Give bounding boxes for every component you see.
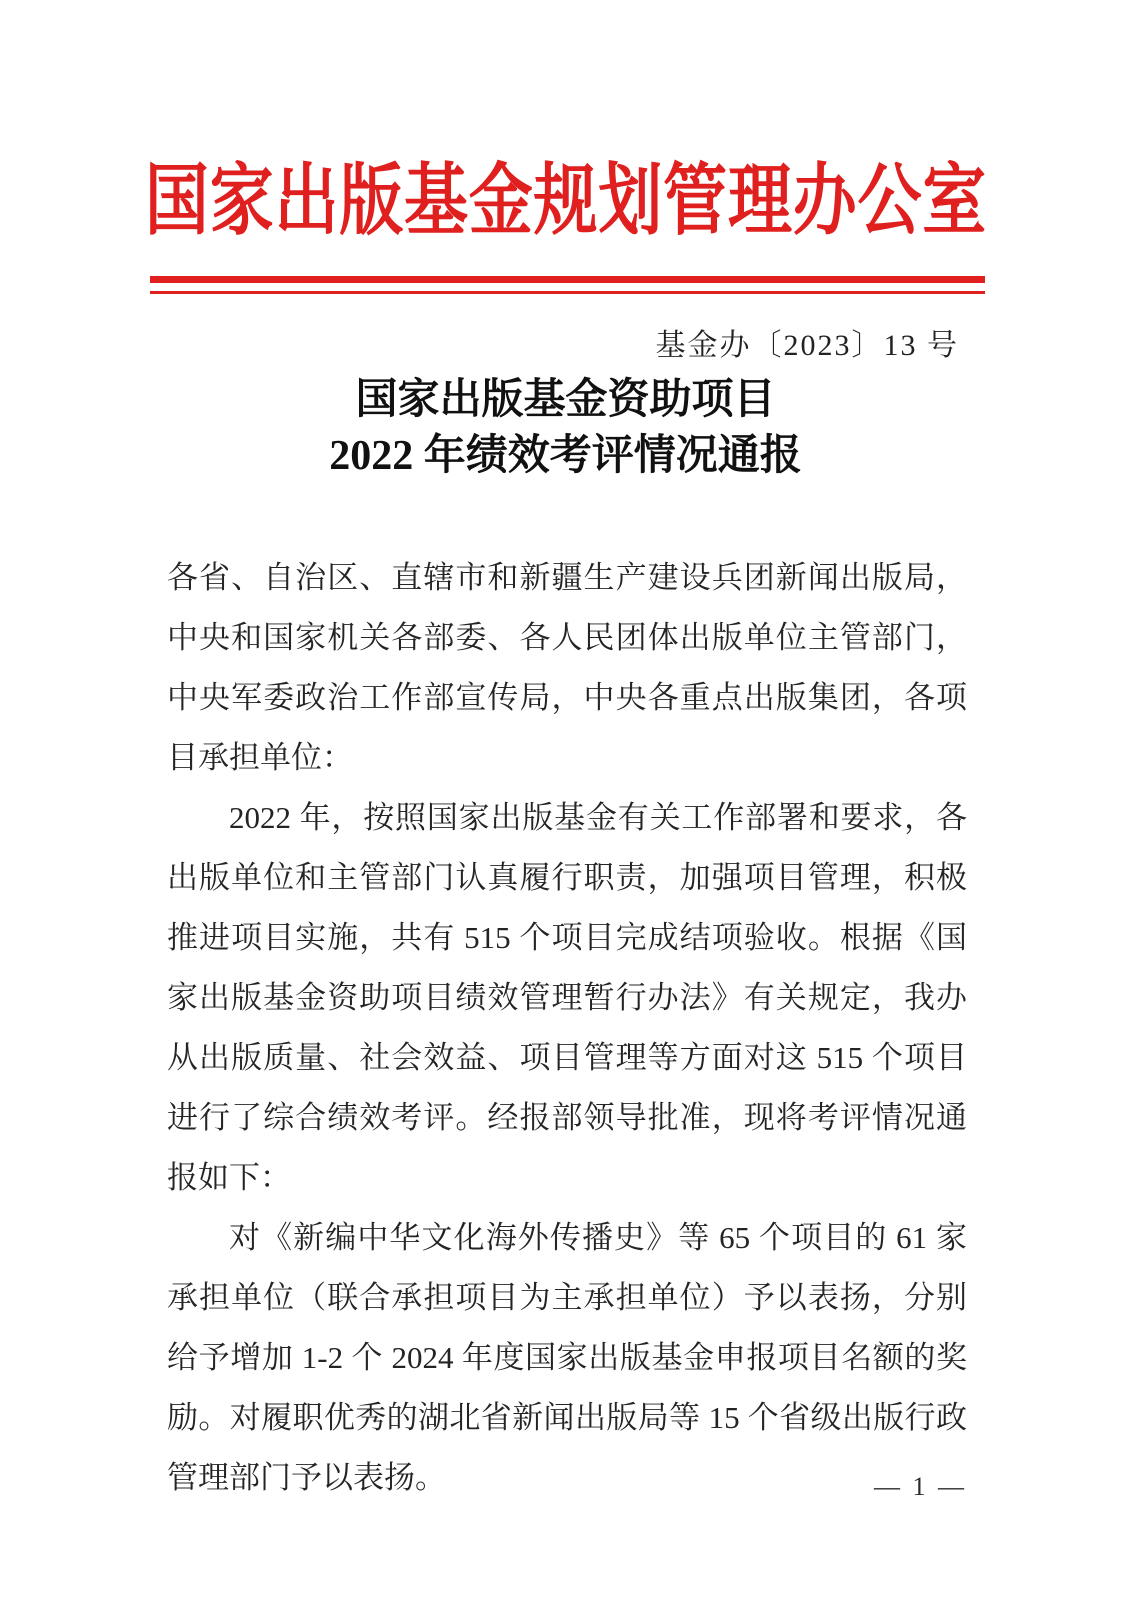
document-body [167, 548, 967, 1508]
document-title [0, 372, 1131, 484]
paragraph-salutation: 各省、自治区、直辖市和新疆生产建设兵团新闻出版局，中央和国家机关各部委、各人民团体出版单位主管部门，中央军委政治工作部宣传局，中央各重点出版集团，各项目承担单位： [167, 560, 967, 775]
paragraph-commendation: 对《新编中华文化海外传播史》等 65 个项目的 61 家承担单位（联合承担项目为主承担单位）予以表扬，分别给予增加 1-2 个 2024 年度国家出版基金申报项目名额的奖励。对履职优秀的湖北省新闻出版局等 15 个省级出版行政管理部门予以表扬。 [167, 1220, 967, 1495]
red-rule-thin [150, 291, 985, 294]
letterhead-title: 国家出版基金规划管理办公室 [144, 157, 987, 244]
paragraph-overview: 2022 年，按照国家出版基金有关工作部署和要求，各出版单位和主管部门认真履行职责，加强项目管理，积极推进项目实施，共有 515 个项目完成结项验收。根据《国家出版基金资助项目绩效管理暂行办法》有关规定，我办从出版质量、社会效益、项目管理等方面对这 515 个项目进行了综合绩效考评。经报部领导批准，现将考评情况通报如下： [167, 800, 967, 1195]
document-title-line-2: 2022 年绩效考评情况通报 [329, 433, 802, 479]
red-rule-thick [150, 276, 985, 283]
document-number: 基金办〔2023〕13 号 [655, 329, 959, 362]
document-title-line-1: 国家出版基金资助项目 [355, 377, 776, 423]
page-number: — 1 — [874, 1472, 967, 1501]
